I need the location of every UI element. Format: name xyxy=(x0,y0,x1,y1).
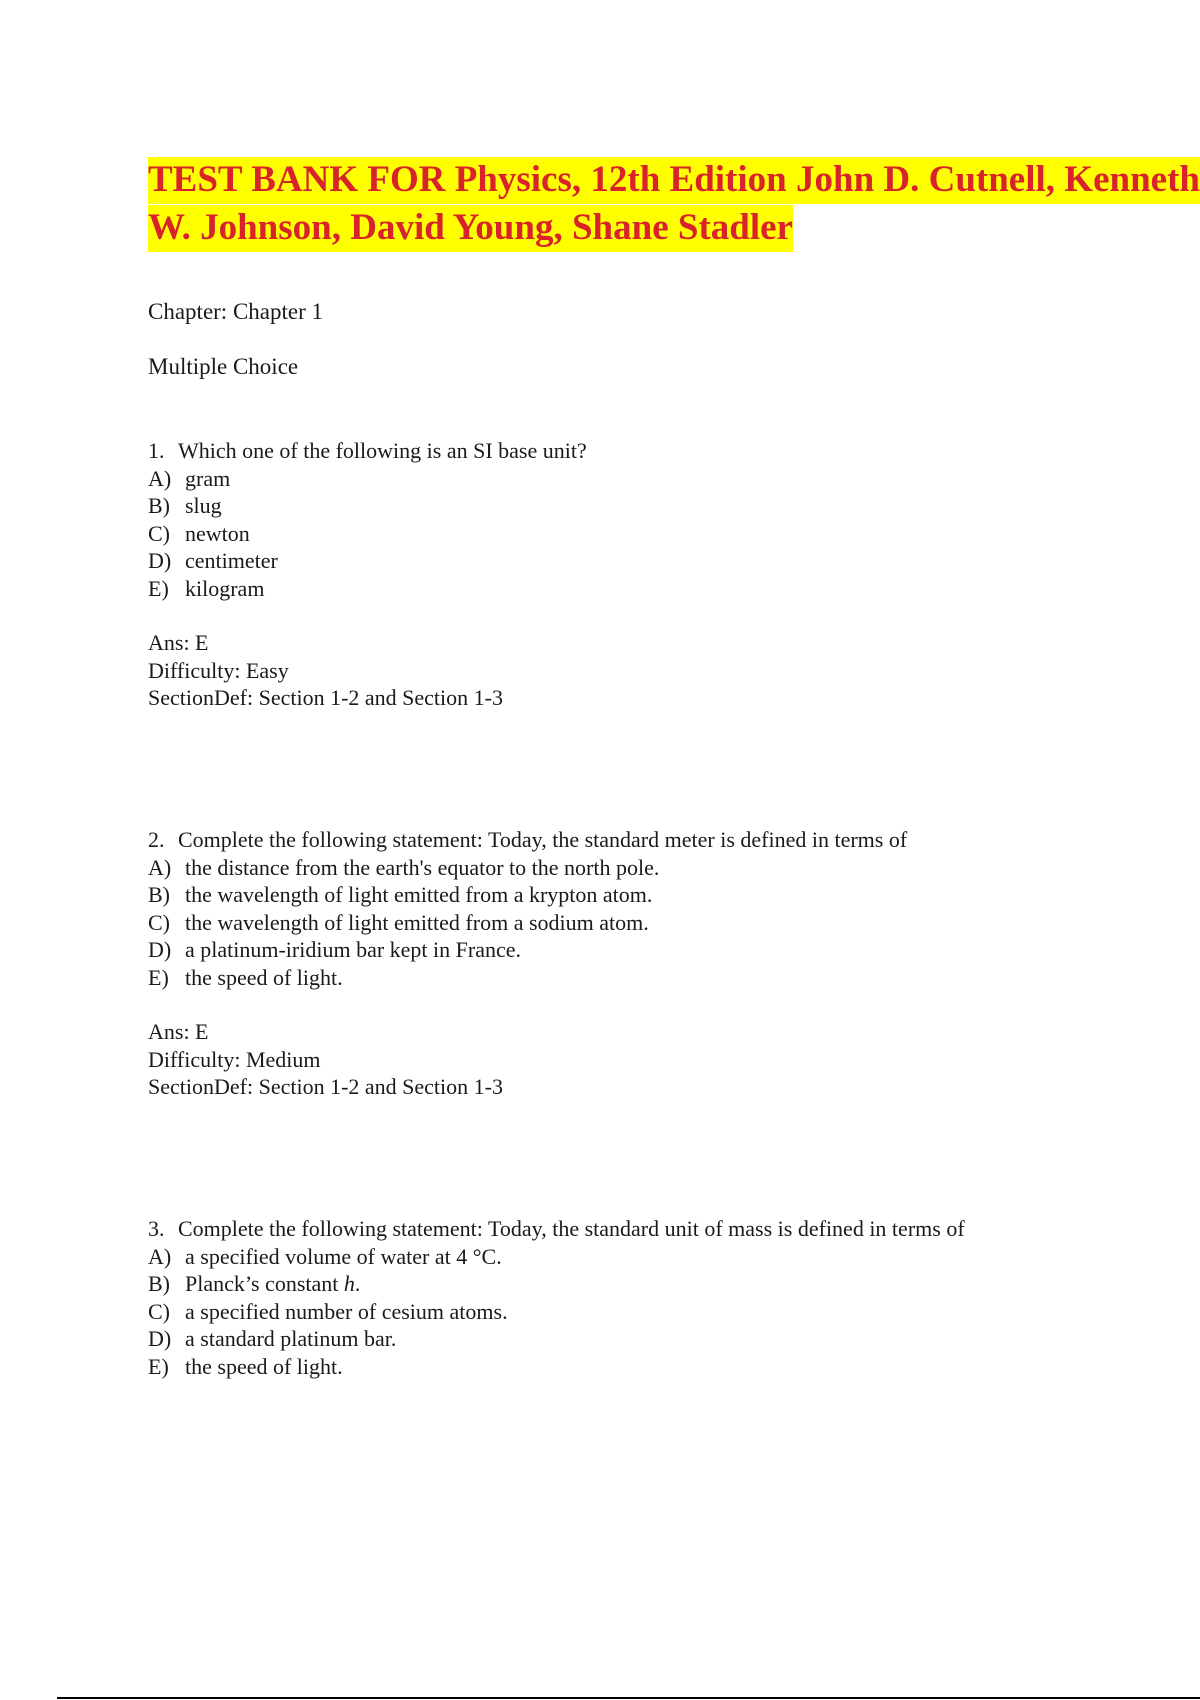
question-number: 3. xyxy=(148,1216,165,1241)
question-1 xyxy=(148,437,587,712)
choice-a xyxy=(148,854,907,882)
choice-e xyxy=(148,1353,965,1381)
choice-d xyxy=(148,936,907,964)
footer-divider xyxy=(57,1697,1200,1699)
choice-letter: B) xyxy=(148,493,170,518)
choice-text: slug xyxy=(185,493,222,518)
choice-letter: C) xyxy=(148,909,170,935)
question-stem xyxy=(148,1215,965,1243)
answer-line: Ans: E xyxy=(148,1019,209,1044)
question-text: Complete the following statement: Today, the standard meter is defined in terms of xyxy=(178,827,908,852)
choice-text: kilogram xyxy=(185,575,265,601)
choice-b xyxy=(148,1270,965,1298)
difficulty-line: Difficulty: Medium xyxy=(148,1046,321,1072)
choice-text-italic: h xyxy=(343,1271,355,1296)
choice-text: Planck’s constant xyxy=(185,1271,344,1296)
choice-e xyxy=(148,575,587,603)
title-highlight-2: W. Johnson, David Young, Shane Stadler xyxy=(148,205,793,252)
choice-b xyxy=(148,881,907,909)
choice-text: a standard platinum bar. xyxy=(185,1326,397,1351)
question-number: 1. xyxy=(148,438,165,463)
choice-d xyxy=(148,1325,965,1353)
difficulty-line: Difficulty: Easy xyxy=(148,657,289,683)
choice-letter: C) xyxy=(148,1298,170,1324)
choice-a xyxy=(148,465,587,493)
choice-text: centimeter xyxy=(185,548,278,573)
choice-letter: B) xyxy=(148,1271,170,1296)
choice-letter: E) xyxy=(148,964,169,990)
title-highlight-1: TEST BANK FOR Physics, 12th Edition John D. Cutnell, Kenneth xyxy=(148,157,1200,204)
choice-list xyxy=(148,465,587,603)
section-def-line: SectionDef: Section 1-2 and Section 1-3 xyxy=(148,685,503,710)
choice-e xyxy=(148,964,907,992)
section-def-line: SectionDef: Section 1-2 and Section 1-3 xyxy=(148,1074,503,1099)
choice-letter: C) xyxy=(148,520,170,546)
choice-text: a specified number of cesium atoms. xyxy=(185,1298,508,1324)
choice-letter: D) xyxy=(148,1326,172,1351)
choice-letter: A) xyxy=(148,1243,172,1269)
choice-text: the wavelength of light emitted from a sodium atom. xyxy=(185,909,649,935)
question-text: Which one of the following is an SI base unit? xyxy=(178,438,587,463)
choice-c xyxy=(148,520,587,548)
question-stem xyxy=(148,437,587,465)
choice-c xyxy=(148,1298,965,1326)
document-title xyxy=(148,156,1200,252)
choice-list xyxy=(148,854,907,992)
choice-b xyxy=(148,492,587,520)
choice-text: the distance from the earth's equator to the north pole. xyxy=(185,854,660,880)
choice-text: the speed of light. xyxy=(185,964,343,990)
choice-text: a platinum-iridium bar kept in France. xyxy=(185,937,522,962)
answer-block xyxy=(148,629,587,712)
answer-line: Ans: E xyxy=(148,630,209,655)
choice-text: newton xyxy=(185,520,250,546)
question-2 xyxy=(148,826,907,1101)
choice-text-after: . xyxy=(354,1271,361,1296)
choice-c xyxy=(148,909,907,937)
choice-list xyxy=(148,1243,965,1381)
chapter-label: Chapter: Chapter 1 xyxy=(148,299,324,324)
question-type-label: Multiple Choice xyxy=(148,354,299,379)
question-stem xyxy=(148,826,907,854)
answer-block xyxy=(148,1018,907,1101)
choice-letter: A) xyxy=(148,465,172,491)
choice-d xyxy=(148,547,587,575)
choice-text: the wavelength of light emitted from a krypton atom. xyxy=(185,882,653,907)
choice-letter: E) xyxy=(148,1353,169,1379)
title-line-1 xyxy=(148,156,1200,204)
question-number: 2. xyxy=(148,827,165,852)
choice-letter: E) xyxy=(148,575,169,601)
choice-letter: B) xyxy=(148,882,170,907)
choice-letter: A) xyxy=(148,854,172,880)
question-3 xyxy=(148,1215,965,1380)
choice-text: a specified volume of water at 4 °C. xyxy=(185,1243,502,1269)
choice-letter: D) xyxy=(148,548,172,573)
question-text: Complete the following statement: Today, the standard unit of mass is defined in terms of xyxy=(178,1216,965,1241)
title-line-2 xyxy=(148,204,1200,252)
choice-text: the speed of light. xyxy=(185,1353,343,1379)
choice-text: gram xyxy=(185,465,231,491)
choice-a xyxy=(148,1243,965,1271)
choice-letter: D) xyxy=(148,937,172,962)
